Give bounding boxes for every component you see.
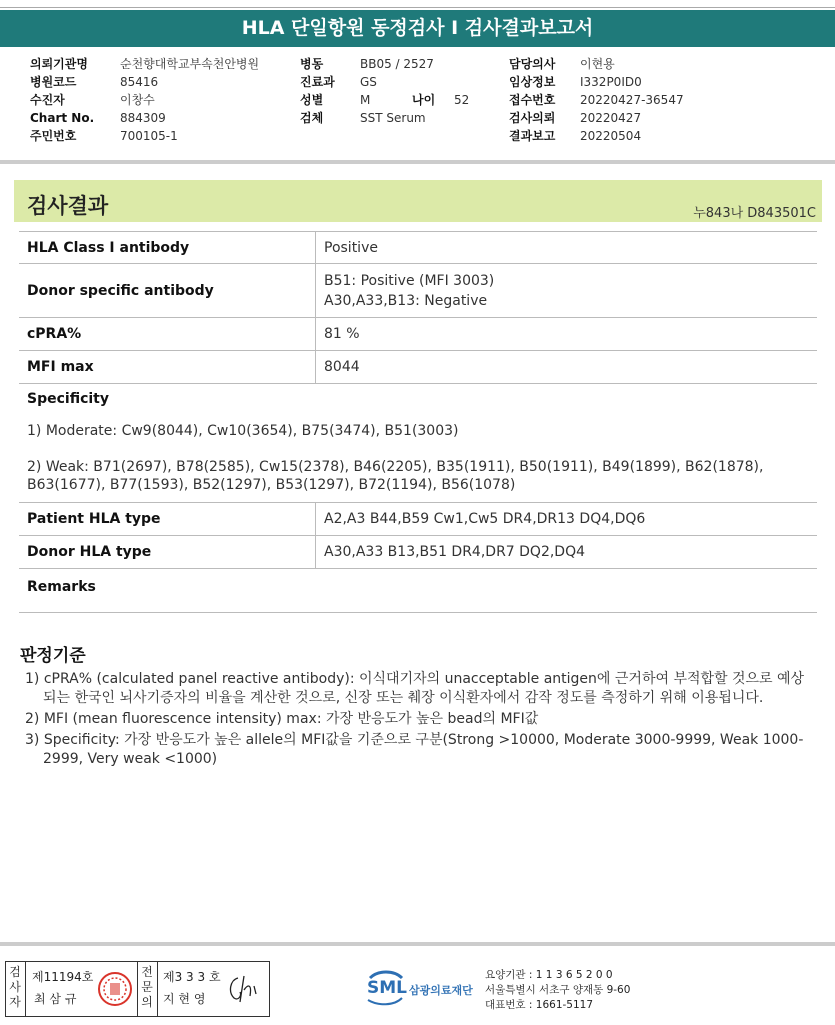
value-chart-no: 884309: [120, 111, 166, 125]
table-row: [19, 569, 817, 613]
label-resident-no: 주민번호: [30, 129, 77, 143]
label-receipt-no: 접수번호: [509, 93, 556, 107]
phone: 대표번호 : 1661-5117: [485, 999, 594, 1011]
row-value: 81 %: [316, 318, 818, 351]
vlabel-char: 자: [9, 995, 21, 1009]
label-request-date: 검사의뢰: [509, 111, 556, 125]
row-value: A2,A3 B44,B59 Cw1,Cw5 DR4,DR13 DQ4,DQ6: [316, 503, 818, 536]
table-row: [19, 232, 817, 264]
row-value: 8044: [316, 351, 818, 384]
logo-text: SML: [367, 978, 407, 998]
criteria-title: 판정기준: [20, 646, 86, 666]
label-ward: 병동: [300, 57, 324, 71]
label-department: 진료과: [300, 75, 335, 89]
stamp-separator: [25, 962, 26, 1016]
value-clinical-info: I332P0ID0: [580, 75, 642, 89]
vlabel-char: 문: [141, 980, 153, 994]
corporate-info: [485, 968, 630, 1013]
address: 서울특별시 서초구 양재동 9-60: [485, 984, 631, 996]
criteria-list: [25, 670, 807, 771]
table-row: [19, 318, 817, 351]
remarks-label: Remarks: [19, 569, 817, 613]
result-code: 누843나 D843501C: [693, 206, 816, 221]
institution-code: 요양기관 : 1 1 3 6 5 2 0 0: [485, 969, 613, 981]
value-report-date: 20220504: [580, 129, 642, 143]
row-value: [316, 264, 818, 318]
top-border: [0, 0, 835, 8]
label-clinical-info: 임상정보: [509, 75, 556, 89]
row-value: A30,A33 B13,B51 DR4,DR7 DQ2,DQ4: [316, 536, 818, 569]
row-label: Patient HLA type: [19, 503, 316, 536]
divider: [0, 160, 835, 164]
row-value: Positive: [316, 232, 818, 264]
specificity-label: Specificity: [27, 391, 109, 407]
label-chart-no: Chart No.: [30, 111, 95, 125]
stamp-separator: [137, 962, 138, 1016]
row-label: Donor specific antibody: [19, 264, 316, 318]
label-hospital-code: 병원코드: [30, 75, 77, 89]
table-row: [19, 264, 817, 318]
vlabel-char: 전: [141, 965, 153, 979]
value-hospital-code: 85416: [120, 75, 159, 89]
results-table: [19, 231, 817, 613]
specialist-license-no: 제3 3 3 호: [163, 970, 221, 984]
label-sex: 성별: [300, 93, 324, 107]
tester-name: 최 삼 규: [34, 992, 77, 1006]
value-ward: BB05 / 2527: [360, 57, 434, 71]
result-title: 검사결과: [27, 194, 109, 218]
info-column-1: [30, 55, 259, 145]
tester-vertical-label: [8, 965, 22, 1010]
label-report-date: 결과보고: [509, 129, 556, 143]
info-column-3: [509, 55, 684, 145]
stamp-separator: [157, 962, 158, 1016]
value-age: 52: [454, 93, 470, 107]
table-row: [19, 536, 817, 569]
label-specimen: 검체: [300, 111, 324, 125]
value-resident-no: 700105-1: [120, 129, 178, 143]
label-physician: 담당의사: [509, 57, 556, 71]
value-specimen: SST Serum: [360, 111, 426, 125]
value-patient: 이창수: [120, 93, 155, 107]
criteria-item: 2) MFI (mean fluorescence intensity) max: 가장 반응도가 높은 bead의 MFI값: [25, 711, 539, 727]
value-physician: 이현용: [580, 57, 615, 71]
label-age: 나이: [412, 93, 436, 107]
label-requesting-institution: 의뢰기관명: [30, 57, 88, 71]
signature-icon: [224, 972, 262, 1006]
criteria-item: 1) cPRA% (calculated panel reactive antibody): 이식대기자의 unacceptable antigen에 근거하여 부적합할 것으로 예상되는 한국인 뇌사기증자의 비율을 계산한 것으로, 신장 또는 췌장 이식환자에서 감작 정도를 측정하기 위해 이용됩니다.: [25, 671, 805, 706]
dsa-positive: B51: Positive (MFI 3003): [324, 272, 495, 289]
vlabel-char: 의: [141, 995, 153, 1009]
sml-logo: [364, 968, 479, 1008]
vlabel-char: 사: [9, 980, 21, 994]
table-row: [19, 503, 817, 536]
spacer: [27, 440, 809, 458]
vlabel-char: 검: [9, 965, 21, 979]
seal-icon: [96, 970, 134, 1008]
report-title: HLA 단일항원 동정검사 I 검사결과보고서: [0, 10, 835, 47]
row-label: MFI max: [19, 351, 316, 384]
specificity-weak: 2) Weak: B71(2697), B78(2585), Cw15(2378), B46(2205), B35(1911), B50(1911), B49(1899), B62(1878), B63(1677), B77(1593), B52(1297), B53(1297), B72(1194), B56(1078): [27, 459, 764, 493]
specificity-block: [19, 384, 817, 502]
label-patient: 수진자: [30, 93, 65, 107]
specificity-cell: [19, 384, 817, 503]
info-column-2: [300, 55, 469, 127]
row-label: cPRA%: [19, 318, 316, 351]
footer-divider: [0, 942, 835, 946]
tester-license-no: 제11194호: [32, 970, 94, 984]
value-sex: M: [360, 93, 371, 107]
value-requesting-institution: 순천향대학교부속천안병원: [120, 57, 260, 71]
dsa-negative: A30,A33,B13: Negative: [324, 292, 488, 309]
table-row: [19, 384, 817, 503]
criteria-item: 3) Specificity: 가장 반응도가 높은 allele의 MFI값을 기준으로 구분(Strong >10000, Moderate 3000-9999, Weak 1000-2999, Very weak <1000): [25, 732, 804, 767]
logo-org-name: 삼광의료재단: [409, 984, 473, 997]
row-label: HLA Class Ⅰ antibody: [19, 232, 316, 264]
result-header: [14, 180, 822, 222]
row-label: Donor HLA type: [19, 536, 316, 569]
specificity-moderate: 1) Moderate: Cw9(8044), Cw10(3654), B75(3474), B51(3003): [27, 423, 459, 439]
signature-box: [5, 961, 270, 1017]
specialist-name: 지 현 영: [163, 992, 206, 1006]
table-row: [19, 351, 817, 384]
value-request-date: 20220427: [580, 111, 642, 125]
specialist-vertical-label: [140, 965, 154, 1010]
value-department: GS: [360, 75, 377, 89]
value-receipt-no: 20220427-36547: [580, 93, 684, 107]
